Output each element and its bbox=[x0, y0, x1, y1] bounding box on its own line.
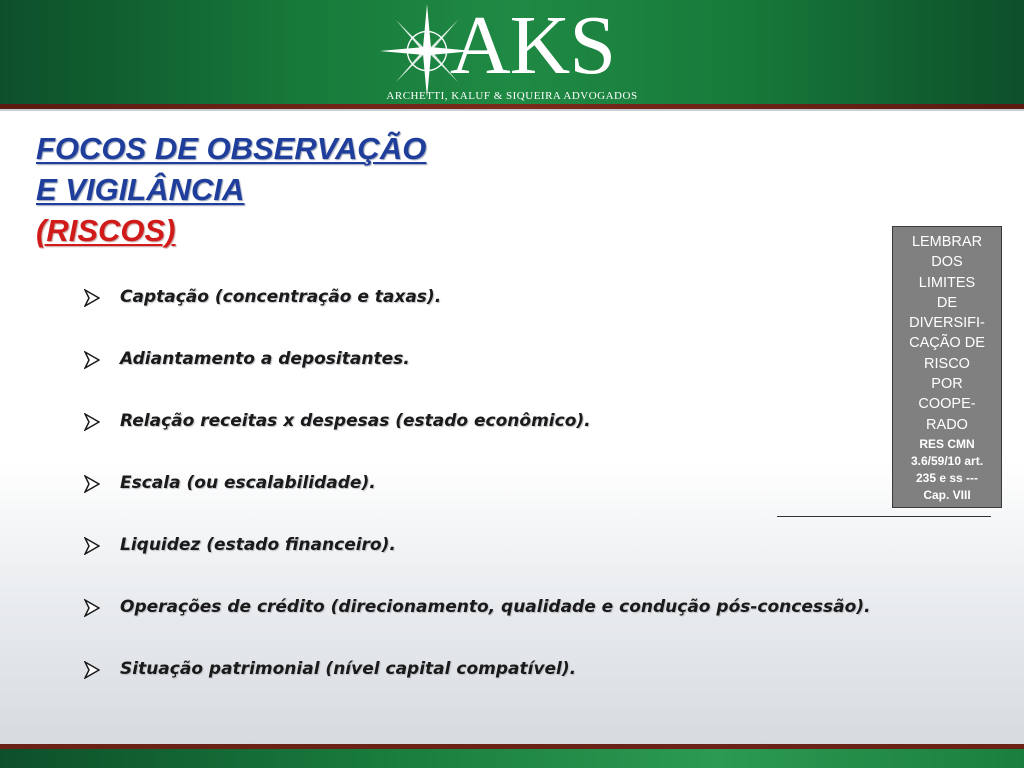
title-line-1: FOCOS DE OBSERVAÇÃO bbox=[36, 131, 427, 166]
note-line: LEMBRAR bbox=[911, 234, 983, 250]
arrow-bullet-icon bbox=[84, 351, 100, 369]
bullet-text: Operações de crédito (direcionamento, qualidade e condução pós-concessão). bbox=[120, 597, 871, 617]
note-line: DIVERSIFI- bbox=[909, 315, 985, 332]
bullet-list bbox=[84, 287, 871, 721]
note-reference bbox=[893, 436, 1001, 504]
note-ref-line: 235 e ss --- bbox=[915, 470, 979, 485]
note-line: RISCO bbox=[924, 355, 970, 372]
horizontal-rule bbox=[777, 516, 991, 517]
bullet-text: Relação receitas x despesas (estado econômico). bbox=[120, 411, 591, 431]
note-line: CAÇÃO DE bbox=[909, 335, 985, 352]
note-line: RADO bbox=[926, 416, 968, 433]
note-main-text bbox=[893, 232, 1001, 435]
note-ref-line: Cap. VIII bbox=[923, 487, 971, 502]
bullet-item bbox=[84, 659, 871, 721]
bullet-item bbox=[84, 473, 871, 535]
note-line: POR bbox=[931, 376, 963, 393]
bullet-text: Adiantamento a depositantes. bbox=[120, 349, 410, 369]
note-line: DE bbox=[936, 294, 958, 311]
arrow-bullet-icon bbox=[84, 537, 100, 555]
note-line: LIMITES bbox=[918, 274, 976, 291]
header-banner bbox=[0, 0, 1024, 104]
bullet-item bbox=[84, 597, 871, 659]
company-logo-text: AKS bbox=[450, 0, 616, 92]
bullet-text: Captação (concentração e taxas). bbox=[120, 287, 442, 307]
slide-title bbox=[36, 128, 426, 251]
arrow-bullet-icon bbox=[84, 599, 100, 617]
bullet-item bbox=[84, 349, 871, 411]
bullet-text: Situação patrimonial (nível capital compatível). bbox=[120, 659, 577, 679]
footer-banner bbox=[0, 744, 1024, 768]
note-line: DOS bbox=[931, 254, 963, 271]
arrow-bullet-icon bbox=[84, 413, 100, 431]
title-line-2: E VIGILÂNCIA bbox=[36, 172, 245, 207]
bullet-item bbox=[84, 287, 871, 349]
reminder-note-box bbox=[892, 226, 1002, 508]
note-ref-line: RES CMN bbox=[919, 436, 975, 451]
bullet-item bbox=[84, 411, 871, 473]
arrow-bullet-icon bbox=[84, 475, 100, 493]
bullet-item bbox=[84, 535, 871, 597]
bullet-text: Escala (ou escalabilidade). bbox=[120, 473, 376, 493]
company-tagline: ARCHETTI, KALUF & SIQUEIRA ADVOGADOS bbox=[386, 90, 638, 102]
note-ref-line: 3.6/59/10 art. bbox=[910, 453, 984, 468]
arrow-bullet-icon bbox=[84, 661, 100, 679]
header-divider-light bbox=[0, 109, 1024, 111]
arrow-bullet-icon bbox=[84, 289, 100, 307]
bullet-text: Liquidez (estado financeiro). bbox=[120, 535, 396, 555]
title-line-3: (RISCOS) bbox=[36, 213, 176, 248]
note-line: COOPE- bbox=[918, 396, 976, 413]
